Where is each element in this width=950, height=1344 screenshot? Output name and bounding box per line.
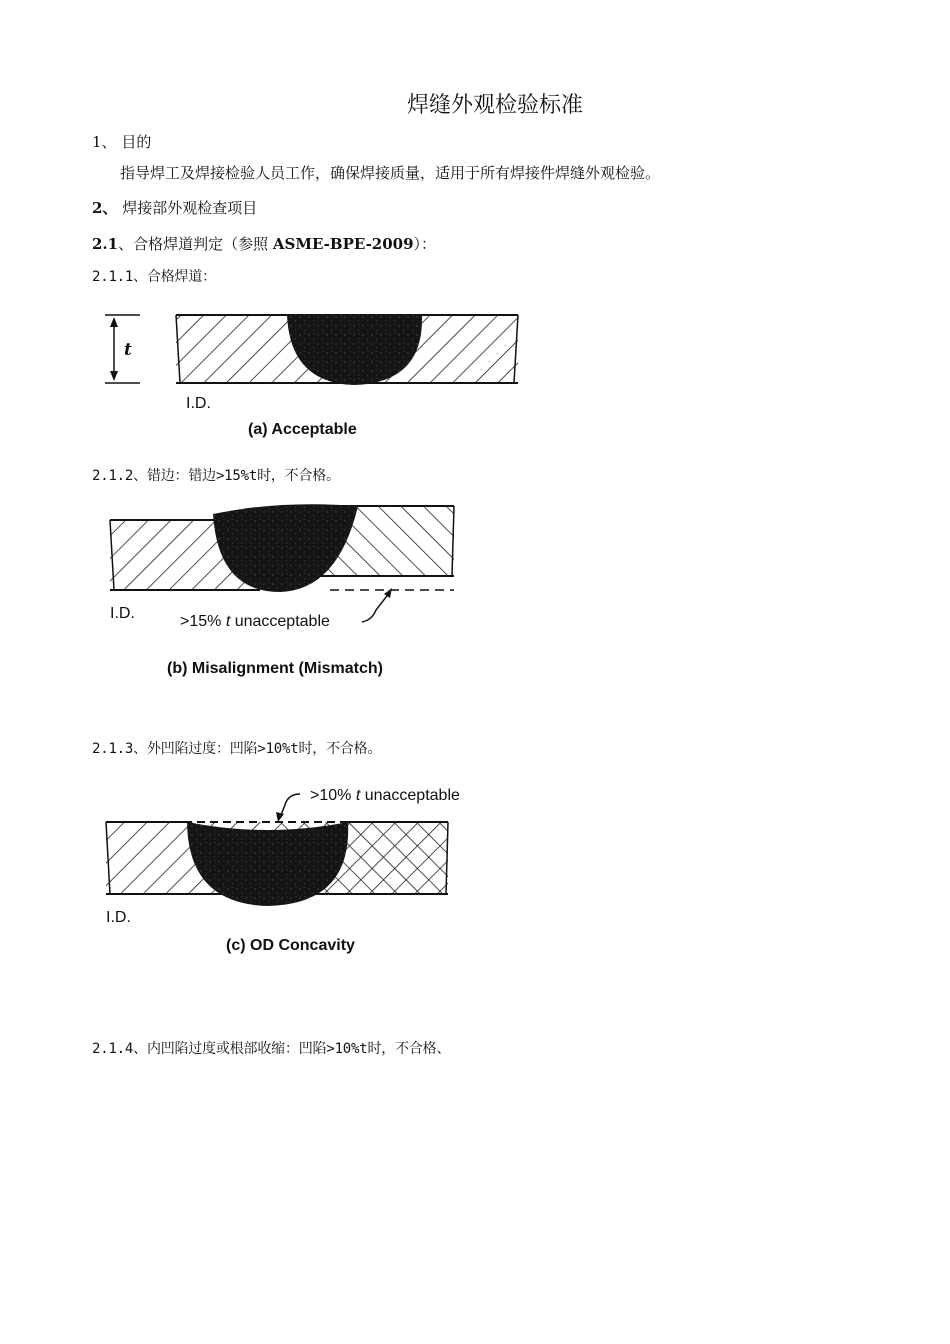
- section-2-1-heading: [92, 233, 436, 254]
- item-2-1-2: 2.1.2、错边：错边>15%t时，不合格。: [92, 468, 340, 484]
- section-2-1-text-b: ）：: [413, 235, 437, 253]
- figure-od-concavity: [100, 778, 500, 963]
- id-label-b: I.D.: [110, 605, 135, 622]
- caption-od-concavity: (c) OD Concavity: [226, 937, 355, 954]
- caption-misalignment: (b) Misalignment (Mismatch): [167, 660, 384, 677]
- thickness-label: t: [124, 340, 132, 360]
- concavity-note: >10% t unacceptable: [310, 787, 460, 804]
- section-2-heading: [92, 197, 257, 218]
- section-1-text: 指导焊工及焊接检验人员工作，确保焊接质量，适用于所有焊接件焊缝外观检验。: [120, 164, 661, 182]
- section-2-1-number: 2.1: [92, 235, 119, 253]
- id-label-c: I.D.: [106, 909, 131, 926]
- id-label-a: I.D.: [186, 395, 211, 412]
- item-2-1-1: 2.1.1、合格焊道：: [92, 269, 216, 285]
- figure-misalignment: [100, 500, 480, 685]
- section-1-heading: [92, 131, 151, 152]
- section-1-number: 1、: [92, 133, 117, 151]
- section-2-title: 焊接部外观检查项目: [122, 199, 258, 217]
- section-1-title: 目的: [121, 133, 152, 151]
- section-2-1-reference: ASME-BPE-2009: [272, 235, 414, 253]
- caption-acceptable: (a) Acceptable: [248, 421, 357, 438]
- section-2-1-text-a: 、合格焊道判定（参照: [118, 235, 273, 253]
- figure-acceptable: [100, 305, 530, 445]
- section-2-number: 2、: [92, 199, 118, 217]
- item-2-1-3: 2.1.3、外凹陷过度：凹陷>10%t时，不合格。: [92, 741, 382, 757]
- item-2-1-4: 2.1.4、内凹陷过度或根部收缩：凹陷>10%t时，不合格、: [92, 1041, 451, 1057]
- page-title: 焊缝外观检验标准: [406, 93, 583, 118]
- mismatch-note: >15% t unacceptable: [180, 613, 330, 630]
